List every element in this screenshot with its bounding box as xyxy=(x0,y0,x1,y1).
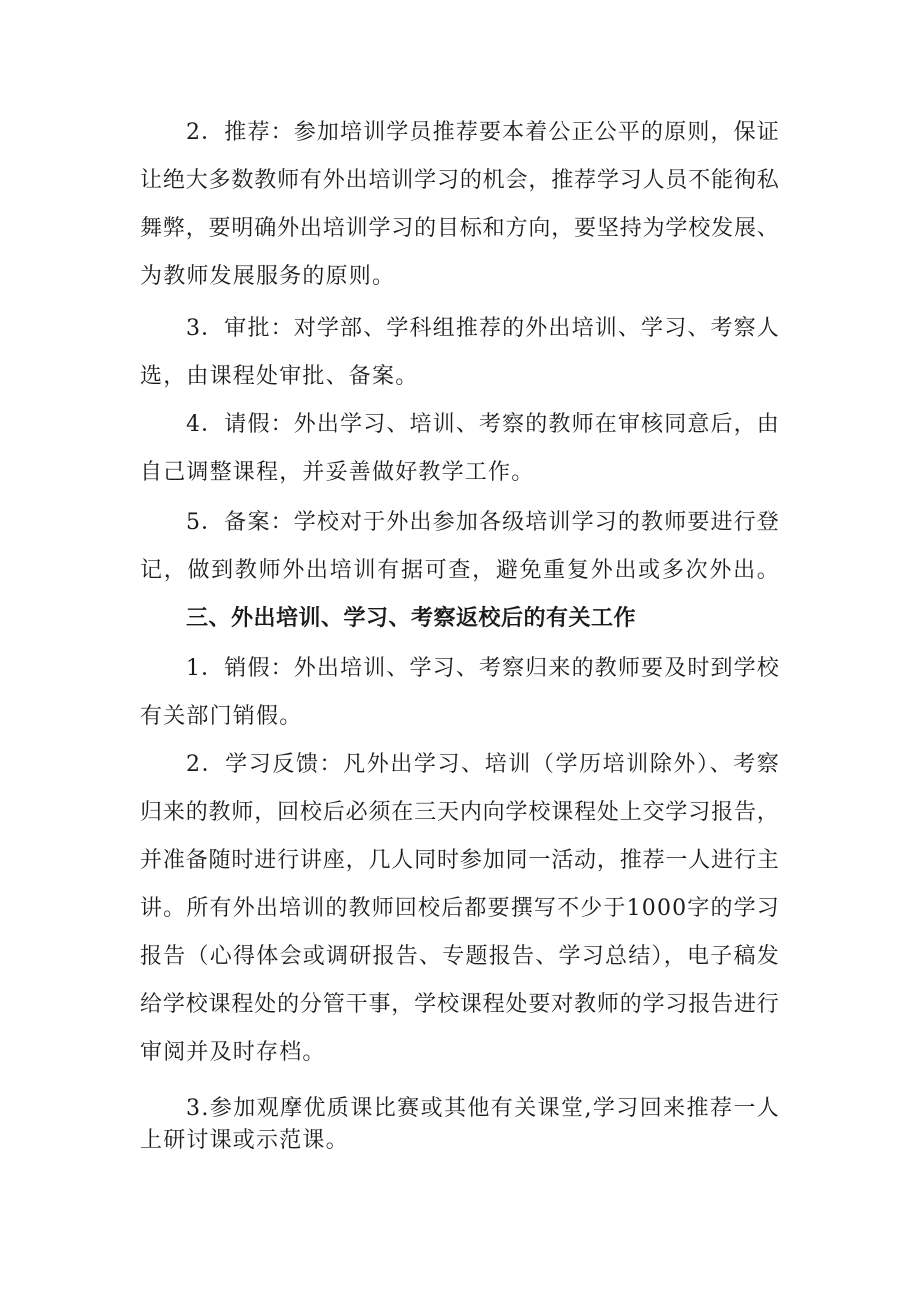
item-1-cancel-leave-line-1: 1．销假：外出培训、学习、考察归来的教师要及时到学校 xyxy=(186,656,780,681)
item-2-feedback-line-7: 审阅并及时存档。 xyxy=(140,1040,326,1065)
item-2-recommend-line-2: 让绝大多数教师有外出培训学习的机会，推荐学习人员不能徇私 xyxy=(140,168,780,193)
item-4-leave-line-2: 自己调整课程，并妥善做好教学工作。 xyxy=(140,460,535,485)
item-5-record-line-2: 记，做到教师外出培训有据可查，避免重复外出或多次外出。 xyxy=(140,558,781,583)
item-2-feedback-line-1: 2．学习反馈：凡外出学习、培训（学历培训除外）、考察 xyxy=(186,752,781,777)
item-3-approval-line-1: 3．审批：对学部、学科组推荐的外出培训、学习、考察人 xyxy=(186,316,780,341)
item-2-feedback-line-2: 归来的教师，回校后必须在三天内向学校课程处上交学习报告， xyxy=(140,800,780,825)
item-1-cancel-leave-line-2: 有关部门销假。 xyxy=(140,704,303,729)
item-2-recommend-line-4: 为教师发展服务的原则。 xyxy=(140,264,396,289)
item-5-record-line-1: 5．备案：学校对于外出参加各级培训学习的教师要进行登 xyxy=(186,510,780,535)
item-2-recommend-line-3: 舞弊，要明确外出培训学习的目标和方向，要坚持为学校发展、 xyxy=(140,216,780,241)
item-3-observe-line-2: 上研讨课或示范课。 xyxy=(140,1128,349,1153)
item-2-feedback-line-5: 报告（心得体会或调研报告、专题报告、学习总结），电子稿发 xyxy=(140,944,781,969)
item-3-observe-line-1: 3.参加观摩优质课比赛或其他有关课堂,学习回来推荐一人 xyxy=(186,1096,781,1121)
item-2-recommend-line-1: 2．推荐：参加培训学员推荐要本着公正公平的原则，保证 xyxy=(186,120,780,145)
item-4-leave-line-1: 4．请假：外出学习、培训、考察的教师在审核同意后，由 xyxy=(186,412,780,437)
item-3-approval-line-2: 选，由课程处审批、备案。 xyxy=(140,364,419,389)
item-2-feedback-line-4: 讲。所有外出培训的教师回校后都要撰写不少于1000字的学习 xyxy=(140,896,780,921)
section-3-heading: 三、外出培训、学习、考察返校后的有关工作 xyxy=(186,606,637,631)
item-2-feedback-line-3: 并准备随时进行讲座，几人同时参加同一活动，推荐一人进行主 xyxy=(140,848,780,873)
item-2-feedback-line-6: 给学校课程处的分管干事，学校课程处要对教师的学习报告进行 xyxy=(140,992,780,1017)
